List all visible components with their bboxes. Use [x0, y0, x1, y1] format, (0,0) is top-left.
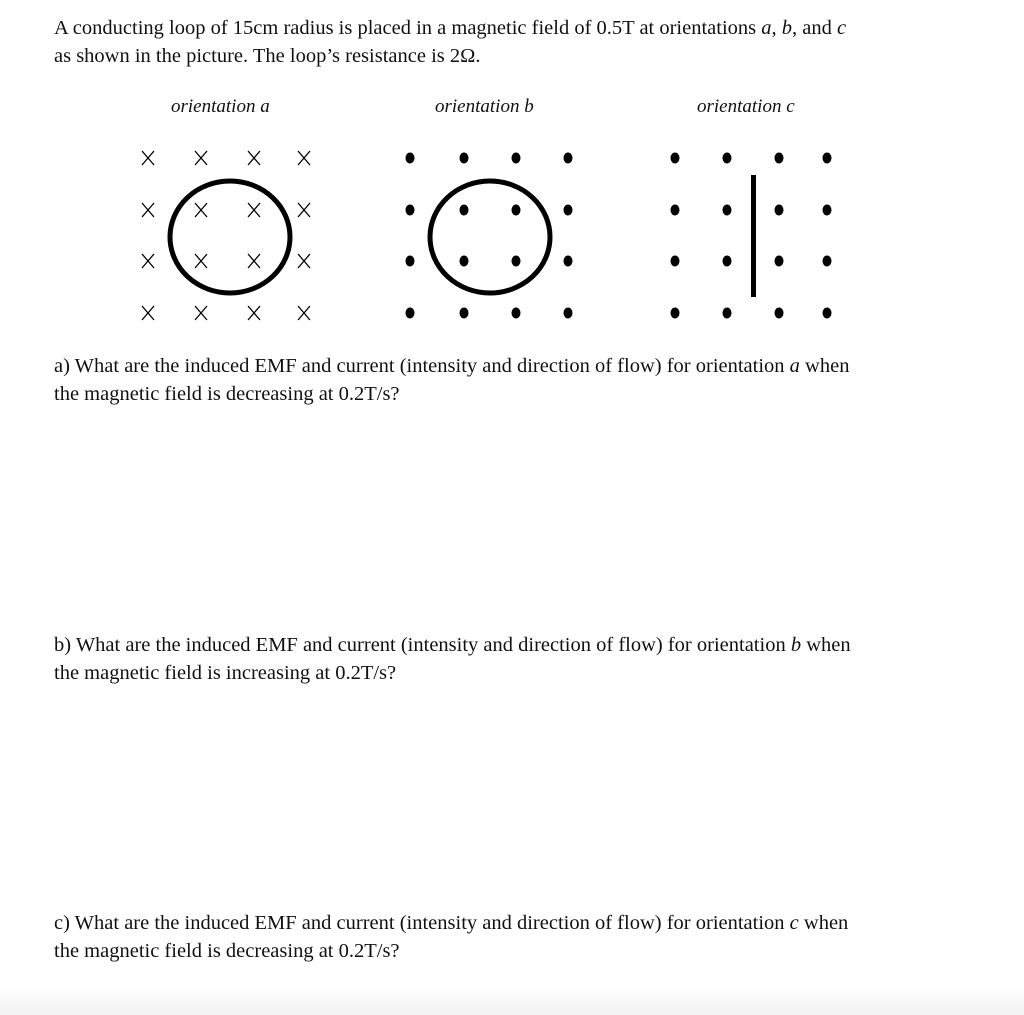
field-out-of-page-icon — [460, 153, 469, 164]
question-c — [54, 909, 974, 965]
field-into-page-icon — [248, 203, 260, 217]
field-out-of-page-icon — [723, 153, 732, 164]
field-out-of-page-icon — [775, 308, 784, 319]
field-into-page-icon — [195, 306, 207, 320]
field-out-of-page-icon — [723, 256, 732, 267]
field-out-of-page-icon — [823, 308, 832, 319]
field-into-page-icon — [142, 203, 154, 217]
question-a — [54, 352, 974, 408]
field-into-page-icon — [195, 151, 207, 165]
field-out-of-page-icon — [823, 256, 832, 267]
q-text: c) What are the induced EMF and current (intensity and direction of flow) for orientation — [54, 912, 790, 934]
field-out-of-page-icon — [775, 153, 784, 164]
field-into-page-icon — [142, 151, 154, 165]
field-into-page-icon — [142, 254, 154, 268]
field-into-page-icon — [298, 151, 310, 165]
field-into-page-icon — [298, 254, 310, 268]
q-text-2: the magnetic field is decreasing at 0.2T/s? — [54, 940, 400, 962]
field-out-of-page-icon — [564, 153, 573, 164]
q-text: a) What are the induced EMF and current (intensity and direction of flow) for orientation — [54, 355, 790, 377]
label-orientation-b: orientation b — [435, 96, 534, 117]
question-b — [54, 631, 974, 687]
loop-c-edge-on — [751, 175, 756, 297]
field-out-of-page-icon — [512, 205, 521, 216]
field-out-of-page-icon — [460, 308, 469, 319]
field-out-of-page-icon — [671, 205, 680, 216]
field-out-of-page-icon — [671, 308, 680, 319]
field-into-page-icon — [298, 306, 310, 320]
q-text: when — [798, 912, 849, 934]
field-out-of-page-icon — [564, 308, 573, 319]
field-out-of-page-icon — [564, 256, 573, 267]
q-text: b) What are the induced EMF and current (intensity and direction of flow) for orientation — [54, 634, 791, 656]
q-text-2: the magnetic field is decreasing at 0.2T/s? — [54, 383, 400, 405]
q-text: when — [799, 355, 850, 377]
field-out-of-page-icon — [723, 205, 732, 216]
loop-b — [430, 181, 550, 293]
var-c: c — [837, 17, 847, 39]
intro-text: A conducting loop of 15cm radius is placed in a magnetic field of 0.5T at orientations — [54, 17, 762, 39]
label-orientation-c: orientation c — [697, 96, 795, 117]
field-out-of-page-icon — [671, 153, 680, 164]
page-footer-shade — [0, 987, 1024, 1015]
field-out-of-page-icon — [671, 256, 680, 267]
field-into-page-icon — [195, 254, 207, 268]
q-var: a — [789, 355, 800, 377]
field-into-page-icon — [248, 254, 260, 268]
field-into-page-icon — [298, 203, 310, 217]
loop-a — [170, 181, 290, 293]
field-into-page-icon — [195, 203, 207, 217]
sep: , and — [792, 17, 838, 39]
field-out-of-page-icon — [775, 256, 784, 267]
q-text-2: the magnetic field is increasing at 0.2T/s? — [54, 662, 397, 684]
field-out-of-page-icon — [406, 205, 415, 216]
var-a: a — [761, 17, 772, 39]
q-var: b — [790, 634, 802, 656]
field-out-of-page-icon — [406, 256, 415, 267]
field-out-of-page-icon — [823, 153, 832, 164]
field-out-of-page-icon — [512, 153, 521, 164]
field-into-page-icon — [248, 151, 260, 165]
sep: , — [771, 17, 782, 39]
orientation-diagrams — [0, 0, 1024, 340]
field-out-of-page-icon — [823, 205, 832, 216]
q-text: when — [801, 634, 851, 656]
field-into-page-icon — [248, 306, 260, 320]
field-out-of-page-icon — [775, 205, 784, 216]
field-out-of-page-icon — [406, 308, 415, 319]
intro-text-2: as shown in the picture. The loop’s resistance is 2Ω. — [54, 45, 481, 67]
field-out-of-page-icon — [460, 256, 469, 267]
field-out-of-page-icon — [406, 153, 415, 164]
q-var: c — [789, 912, 799, 934]
field-into-page-icon — [142, 306, 154, 320]
label-orientation-a: orientation a — [171, 96, 270, 117]
field-out-of-page-icon — [512, 256, 521, 267]
field-out-of-page-icon — [460, 205, 469, 216]
field-out-of-page-icon — [723, 308, 732, 319]
var-b: b — [781, 17, 793, 39]
field-out-of-page-icon — [564, 205, 573, 216]
field-out-of-page-icon — [512, 308, 521, 319]
